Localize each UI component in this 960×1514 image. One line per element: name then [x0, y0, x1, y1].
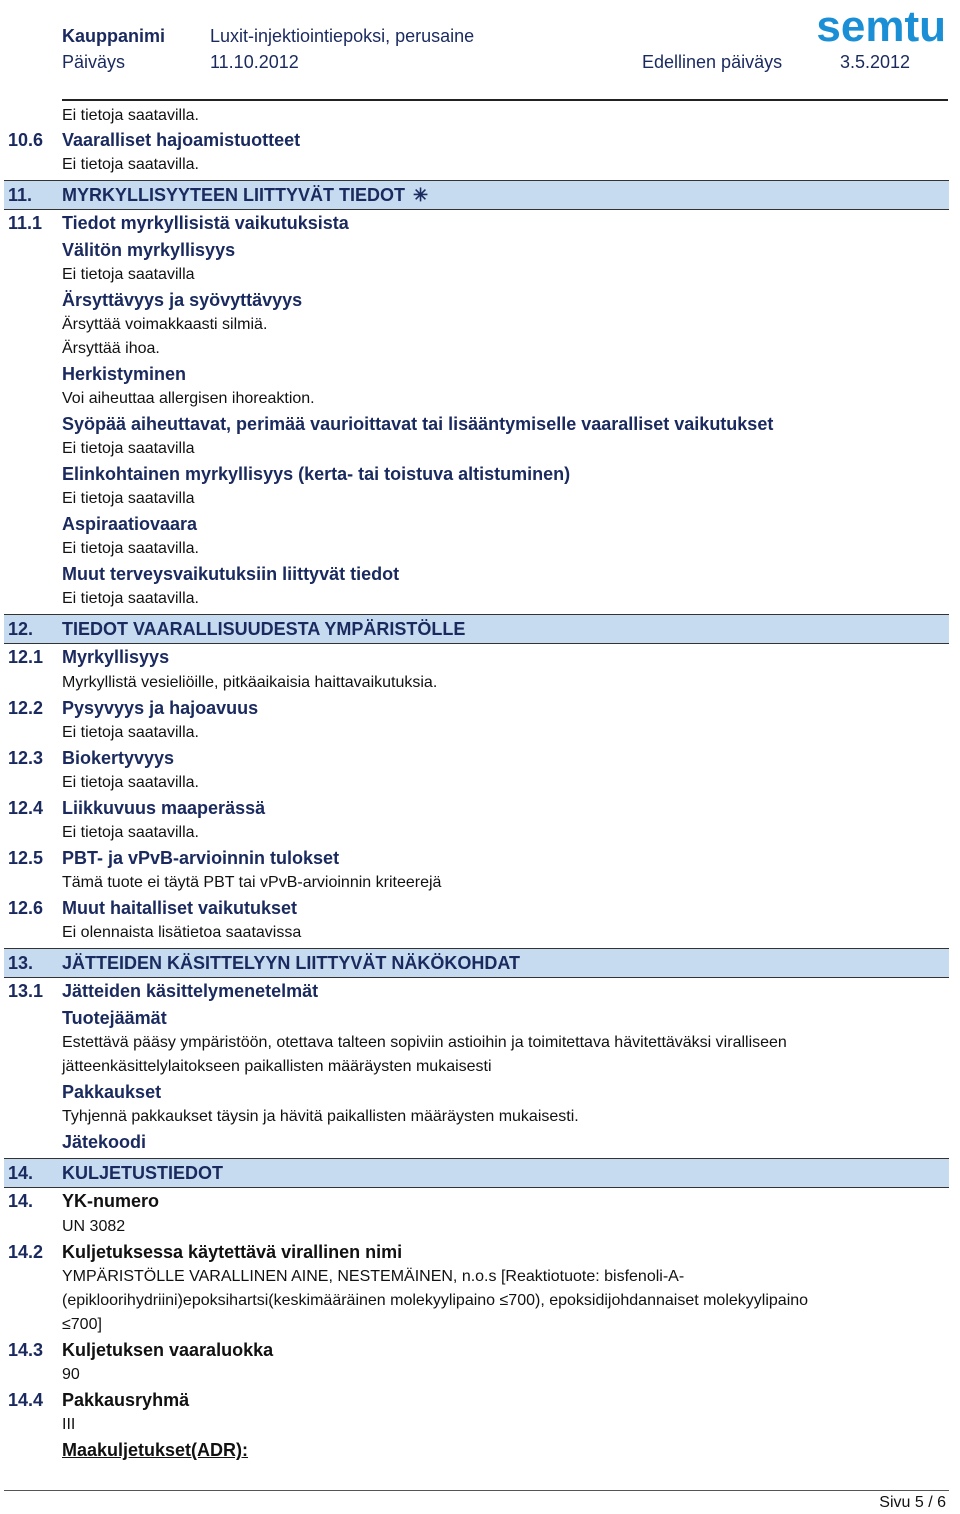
section-title: Kuljetuksen vaaraluokka	[62, 1340, 274, 1360]
text-line	[0, 461, 960, 487]
info-text: Estettävä pääsy ympäristöön, otettava talteen sopiviin astioihin ja toimitettava hävitettäväksi viralliseen	[62, 1034, 787, 1051]
text-line	[0, 487, 960, 511]
section-heading-11	[4, 180, 949, 210]
info-text: Tämä tuote ei täytä PBT tai vPvB-arvioinnin kriteerejä	[62, 874, 442, 891]
section-number: 12.3	[8, 748, 44, 768]
subsection-title: Elinkohtainen myrkyllisyys (kerta- tai toistuva altistuminen)	[62, 464, 571, 484]
trade-name-label: Kauppanimi	[62, 26, 166, 46]
info-text: Ei tietoja saatavilla.	[62, 156, 199, 173]
section-title: Jätteiden käsittelymenetelmät	[62, 981, 319, 1001]
info-text: Ei tietoja saatavilla.	[62, 724, 199, 741]
section-title: Myrkyllisyys	[62, 647, 170, 667]
info-text: YMPÄRISTÖLLE VARALLINEN AINE, NESTEMÄINEN, n.o.s [Reaktiotuote: bisfenoli-A-	[62, 1268, 685, 1285]
section-number: 11.1	[8, 213, 43, 233]
section-heading-12	[4, 614, 949, 644]
header-divider	[62, 99, 948, 101]
section-title: Liikkuvuus maaperässä	[62, 798, 266, 818]
info-text: (epikloorihydriini)epoksihartsi(keskimääräinen molekyylipaino ≤700), epoksidijohdannaiset molekyylipaino	[62, 1292, 809, 1309]
text-line	[0, 1313, 960, 1337]
text-line	[0, 1239, 960, 1265]
info-text: Ei tietoja saatavilla.	[62, 774, 199, 791]
section-number: 13.1	[8, 981, 44, 1001]
section-number: 14.	[8, 1191, 34, 1211]
text-line	[0, 644, 960, 671]
previous-date-label: Edellinen päiväys	[642, 52, 783, 72]
section-number: 10.6	[8, 130, 44, 150]
text-line	[0, 387, 960, 411]
text-line	[0, 978, 960, 1005]
section-title: PBT- ja vPvB-arvioinnin tulokset	[62, 848, 340, 868]
text-line	[0, 1005, 960, 1031]
section-number: 12.	[8, 619, 34, 639]
section-title: Pysyvyys ja hajoavuus	[62, 698, 259, 718]
text-line	[0, 337, 960, 361]
text-line	[0, 821, 960, 845]
info-text: Myrkyllistä vesieliöille, pitkäaikaisia haittavaikutuksia.	[62, 674, 438, 691]
info-text: Ei olennaista lisätietoa saatavissa	[62, 924, 302, 941]
section-number: 12.2	[8, 698, 44, 718]
text-line	[0, 1337, 960, 1363]
section-number: 12.4	[8, 798, 44, 818]
info-text: Ei tietoja saatavilla.	[62, 590, 199, 607]
subsection-title: Ärsyttävyys ja syövyttävyys	[62, 290, 303, 310]
subsection-title: Tuotejäämät	[62, 1008, 167, 1028]
text-line	[0, 237, 960, 263]
info-text: III	[62, 1416, 76, 1433]
text-line	[0, 745, 960, 771]
section-title: TIEDOT VAARALLISUUDESTA YMPÄRISTÖLLE	[62, 619, 466, 639]
section-title: Kuljetuksessa käytettävä virallinen nimi	[62, 1242, 403, 1262]
subsection-title: Herkistyminen	[62, 364, 187, 384]
text-line	[0, 1413, 960, 1437]
text-line	[0, 587, 960, 611]
info-text: Ei tietoja saatavilla.	[62, 107, 199, 124]
info-text: Ei tietoja saatavilla	[62, 266, 195, 283]
text-line	[0, 695, 960, 721]
text-line	[0, 1363, 960, 1387]
text-line	[0, 263, 960, 287]
info-text: Ei tietoja saatavilla.	[62, 824, 199, 841]
text-line	[0, 287, 960, 313]
asterisk-icon: ✳	[413, 185, 429, 205]
trade-name-value: Luxit-injektiointiepoksi, perusaine	[210, 26, 475, 46]
section-number: 12.5	[8, 848, 44, 868]
text-line	[0, 1437, 960, 1463]
info-text: Tyhjennä pakkaukset täysin ja hävitä paikallisten määräysten mukaisesti.	[62, 1108, 579, 1125]
text-line	[0, 921, 960, 945]
subsection-title: Välitön myrkyllisyys	[62, 240, 236, 260]
subsection-title: Syöpää aiheuttavat, perimää vaurioittavat tai lisääntymiselle vaaralliset vaikutukset	[62, 414, 774, 434]
text-line	[0, 153, 960, 177]
text-line	[0, 1215, 960, 1239]
subsection-title: Jätekoodi	[62, 1132, 147, 1152]
section-title: Pakkausryhmä	[62, 1390, 190, 1410]
section-title: JÄTTEIDEN KÄSITTELYYN LIITTYVÄT NÄKÖKOHDAT	[62, 953, 521, 973]
text-line	[0, 128, 960, 153]
text-line	[0, 411, 960, 437]
text-line	[0, 537, 960, 561]
text-line	[0, 795, 960, 821]
info-text: Ei tietoja saatavilla	[62, 440, 195, 457]
date-label: Päiväys	[62, 52, 126, 72]
section-title: Biokertyvyys	[62, 748, 175, 768]
text-line	[0, 1188, 960, 1215]
section-number: 12.6	[8, 898, 44, 918]
text-line	[0, 895, 960, 921]
text-line	[0, 1031, 960, 1055]
text-line	[0, 511, 960, 537]
text-line	[0, 871, 960, 895]
text-line	[0, 1079, 960, 1105]
text-line	[0, 1055, 960, 1079]
section-title: KULJETUSTIEDOT	[62, 1163, 224, 1183]
section-number: 14.4	[8, 1390, 44, 1410]
text-line	[0, 1289, 960, 1313]
section-number: 13.	[8, 953, 34, 973]
text-line	[0, 845, 960, 871]
section-title: Tiedot myrkyllisistä vaikutuksista	[62, 213, 349, 233]
previous-date-value: 3.5.2012	[840, 52, 911, 72]
document-body	[0, 104, 960, 1463]
info-text: Ärsyttää voimakkaasti silmiä.	[62, 316, 268, 333]
info-text: 90	[62, 1366, 80, 1383]
text-line	[0, 1129, 960, 1155]
document-header	[62, 2, 952, 100]
text-line	[0, 1105, 960, 1129]
date-value: 11.10.2012	[210, 52, 299, 72]
text-line	[0, 561, 960, 587]
subsection-title: Pakkaukset	[62, 1082, 162, 1102]
section-title: MYRKYLLISYYTEEN LIITTYVÄT TIEDOT	[62, 185, 406, 205]
info-text: Ei tietoja saatavilla	[62, 490, 195, 507]
info-text: Voi aiheuttaa allergisen ihoreaktion.	[62, 390, 315, 407]
text-line	[0, 210, 960, 237]
section-number: 14.2	[8, 1242, 44, 1262]
footer-divider	[4, 1490, 949, 1491]
page-number: Sivu 5 / 6	[879, 1494, 946, 1511]
text-line	[0, 437, 960, 461]
text-line	[0, 1265, 960, 1289]
adr-title: Maakuljetukset(ADR):	[62, 1440, 249, 1460]
section-title: Vaaralliset hajoamistuotteet	[62, 130, 301, 150]
text-line	[0, 1387, 960, 1413]
section-number: 11.	[8, 185, 33, 205]
text-line	[0, 671, 960, 695]
text-line	[0, 721, 960, 745]
info-text: jätteenkäsittelylaitokseen paikallisten määräysten mukaisesti	[62, 1058, 492, 1075]
section-heading-14	[4, 1158, 949, 1188]
text-line	[0, 313, 960, 337]
section-number: 12.1	[8, 647, 44, 667]
info-text: UN 3082	[62, 1218, 126, 1235]
semtu-logo: semtu	[816, 2, 946, 51]
text-line	[0, 361, 960, 387]
section-title: Muut haitalliset vaikutukset	[62, 898, 298, 918]
text-line	[0, 104, 960, 128]
info-text: Ärsyttää ihoa.	[62, 340, 160, 357]
info-text: Ei tietoja saatavilla.	[62, 540, 199, 557]
subsection-title: Muut terveysvaikutuksiin liittyvät tiedot	[62, 564, 400, 584]
section-heading-13	[4, 948, 949, 978]
subsection-title: Aspiraatiovaara	[62, 514, 198, 534]
section-title: YK-numero	[62, 1191, 160, 1211]
section-number: 14.3	[8, 1340, 44, 1360]
section-number: 14.	[8, 1163, 34, 1183]
text-line	[0, 771, 960, 795]
info-text: ≤700]	[62, 1316, 102, 1333]
